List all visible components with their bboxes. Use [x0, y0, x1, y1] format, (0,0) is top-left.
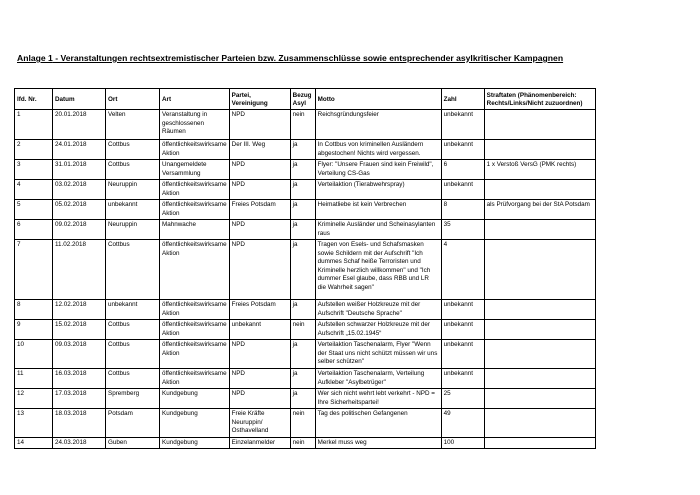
- cell-motto: Kriminelle Ausländer und Scheinasylanten raus: [315, 220, 441, 240]
- cell-ort: Guben: [106, 438, 160, 449]
- cell-nr: 14: [15, 438, 53, 449]
- document-title: [17, 53, 563, 63]
- cell-nr: 3: [15, 160, 53, 180]
- cell-zahl: unbekannt: [441, 110, 484, 140]
- cell-zahl: 35: [441, 220, 484, 240]
- cell-datum: 12.02.2018: [53, 300, 106, 320]
- cell-bezug: nein: [290, 110, 315, 140]
- cell-art: öffentlichkeitswirksame Aktion: [160, 320, 230, 340]
- header-art: Art: [160, 89, 230, 110]
- cell-art: öffentlichkeitswirksame Aktion: [160, 300, 230, 320]
- cell-datum: 24.03.2018: [53, 438, 106, 449]
- table-header-row: [15, 89, 596, 110]
- cell-nr: 11: [15, 369, 53, 389]
- cell-bezug: ja: [290, 140, 315, 160]
- cell-bezug: nein: [290, 409, 315, 438]
- cell-motto: Flyer: "Unsere Frauen sind kein Freiwild", Verteilung CS-Gas: [315, 160, 441, 180]
- header-partei: Partei, Vereinigung: [229, 89, 290, 110]
- cell-straftaten: [484, 369, 595, 389]
- cell-straftaten: [484, 240, 595, 300]
- cell-straftaten: 1 x Verstoß VersG (PMK rechts): [484, 160, 595, 180]
- cell-ort: Cottbus: [106, 369, 160, 389]
- cell-ort: Cottbus: [106, 340, 160, 369]
- cell-art: Kundgebung: [160, 389, 230, 409]
- cell-nr: 9: [15, 320, 53, 340]
- cell-ort: Cottbus: [106, 240, 160, 300]
- cell-art: öffentlichkeitswirksame Aktion: [160, 200, 230, 220]
- cell-datum: 11.02.2018: [53, 240, 106, 300]
- cell-ort: Spremberg: [106, 389, 160, 409]
- cell-datum: 31.01.2018: [53, 160, 106, 180]
- cell-bezug: ja: [290, 389, 315, 409]
- table-row: [15, 340, 596, 369]
- cell-partei: NPD: [229, 180, 290, 200]
- cell-bezug: ja: [290, 300, 315, 320]
- cell-zahl: 100: [441, 438, 484, 449]
- cell-art: öffentlichkeitswirksame Aktion: [160, 180, 230, 200]
- cell-straftaten: [484, 320, 595, 340]
- cell-art: Unangemeldete Versammlung: [160, 160, 230, 180]
- cell-motto: Verteilaktion Taschenalarm, Verteilung Aufkleber "Asylbetrüger": [315, 369, 441, 389]
- cell-nr: 12: [15, 389, 53, 409]
- cell-partei: Freies Potsdam: [229, 200, 290, 220]
- header-bezug: Bezug Asyl: [290, 89, 315, 110]
- table-row: [15, 300, 596, 320]
- cell-ort: Velten: [106, 110, 160, 140]
- cell-art: öffentlichkeitswirksame Aktion: [160, 369, 230, 389]
- cell-art: Kundgebung: [160, 409, 230, 438]
- table-row: [15, 110, 596, 140]
- cell-straftaten: [484, 140, 595, 160]
- cell-bezug: ja: [290, 240, 315, 300]
- cell-partei: NPD: [229, 340, 290, 369]
- cell-zahl: unbekannt: [441, 340, 484, 369]
- cell-straftaten: [484, 389, 595, 409]
- cell-bezug: ja: [290, 180, 315, 200]
- cell-ort: unbekannt: [106, 200, 160, 220]
- events-table: [14, 88, 596, 449]
- cell-zahl: unbekannt: [441, 320, 484, 340]
- cell-zahl: 25: [441, 389, 484, 409]
- cell-ort: Cottbus: [106, 140, 160, 160]
- cell-nr: 6: [15, 220, 53, 240]
- cell-partei: unbekannt: [229, 320, 290, 340]
- cell-datum: 15.02.2018: [53, 320, 106, 340]
- cell-partei: Freies Potsdam: [229, 300, 290, 320]
- title-text: Veranstaltungen rechtsextremistischer Parteien bzw. Zusammenschlüsse sowie entsprechender asylkritischer Kampagnen: [60, 53, 564, 63]
- cell-datum: 24.01.2018: [53, 140, 106, 160]
- cell-zahl: unbekannt: [441, 300, 484, 320]
- cell-ort: Neuruppin: [106, 180, 160, 200]
- cell-ort: Cottbus: [106, 320, 160, 340]
- table-row: [15, 409, 596, 438]
- header-zahl: Zahl: [441, 89, 484, 110]
- cell-motto: In Cottbus von kriminellen Ausländern abgestochen! Nichts wird vergessen.: [315, 140, 441, 160]
- cell-straftaten: [484, 220, 595, 240]
- cell-datum: 05.02.2018: [53, 200, 106, 220]
- cell-nr: 2: [15, 140, 53, 160]
- cell-ort: Cottbus: [106, 160, 160, 180]
- table-row: [15, 160, 596, 180]
- cell-nr: 5: [15, 200, 53, 220]
- cell-partei: NPD: [229, 110, 290, 140]
- cell-straftaten: [484, 438, 595, 449]
- cell-nr: 10: [15, 340, 53, 369]
- cell-ort: unbekannt: [106, 300, 160, 320]
- cell-ort: Potsdam: [106, 409, 160, 438]
- cell-nr: 13: [15, 409, 53, 438]
- header-nr: lfd. Nr.: [15, 89, 53, 110]
- cell-zahl: unbekannt: [441, 140, 484, 160]
- cell-partei: NPD: [229, 240, 290, 300]
- cell-nr: 1: [15, 110, 53, 140]
- table-row: [15, 140, 596, 160]
- cell-bezug: ja: [290, 160, 315, 180]
- cell-datum: 17.03.2018: [53, 389, 106, 409]
- table-row: [15, 240, 596, 300]
- cell-zahl: unbekannt: [441, 369, 484, 389]
- cell-bezug: ja: [290, 369, 315, 389]
- header-ort: Ort: [106, 89, 160, 110]
- cell-straftaten: [484, 110, 595, 140]
- cell-zahl: 4: [441, 240, 484, 300]
- table-row: [15, 320, 596, 340]
- cell-straftaten: [484, 340, 595, 369]
- table-row: [15, 369, 596, 389]
- header-motto: Motto: [315, 89, 441, 110]
- cell-motto: Aufstellen weißer Holzkreuze mit der Aufschrift "Deutsche Sprache": [315, 300, 441, 320]
- cell-partei: NPD: [229, 369, 290, 389]
- cell-zahl: 6: [441, 160, 484, 180]
- table-row: [15, 180, 596, 200]
- cell-nr: 7: [15, 240, 53, 300]
- cell-nr: 8: [15, 300, 53, 320]
- cell-zahl: unbekannt: [441, 180, 484, 200]
- table-row: [15, 200, 596, 220]
- table-row: [15, 438, 596, 449]
- cell-datum: 09.02.2018: [53, 220, 106, 240]
- cell-straftaten: [484, 300, 595, 320]
- cell-motto: Tragen von Esels- und Schafsmasken sowie Schildern mit der Aufschrift "Ich dummes Schaf heiße Terroristen und Kriminelle herzlich willkommen" und "Ich dummer Esel glaube, dass RBB und LR die Wahrheit sagen": [315, 240, 441, 300]
- title-separator: -: [52, 53, 61, 63]
- cell-straftaten: [484, 409, 595, 438]
- cell-motto: Aufstellen schwarzer Holzkreuze mit der Aufschrift „15.02.1945“: [315, 320, 441, 340]
- annex-label: Anlage 1: [17, 53, 53, 63]
- cell-art: öffentlichkeitswirksame Aktion: [160, 340, 230, 369]
- table-row: [15, 220, 596, 240]
- cell-bezug: ja: [290, 340, 315, 369]
- cell-motto: Wer sich nicht wehrt lebt verkehrt - NPD = Ihre Sicherheitspartei!: [315, 389, 441, 409]
- header-straftaten: Straftaten (Phänomenbereich: Rechts/Links/Nicht zuzuordnen): [484, 89, 595, 110]
- cell-datum: 18.03.2018: [53, 409, 106, 438]
- cell-datum: 03.02.2018: [53, 180, 106, 200]
- cell-datum: 09.03.2018: [53, 340, 106, 369]
- cell-bezug: nein: [290, 438, 315, 449]
- cell-partei: Freie Kräfte Neuruppin/ Osthavelland: [229, 409, 290, 438]
- cell-partei: Einzelanmelder: [229, 438, 290, 449]
- cell-datum: 20.01.2018: [53, 110, 106, 140]
- cell-straftaten: als Prüfvorgang bei der StA Potsdam: [484, 200, 595, 220]
- cell-art: Mahnwache: [160, 220, 230, 240]
- cell-partei: NPD: [229, 389, 290, 409]
- cell-bezug: ja: [290, 220, 315, 240]
- cell-partei: NPD: [229, 220, 290, 240]
- cell-motto: Heimatliebe ist kein Verbrechen: [315, 200, 441, 220]
- table-row: [15, 389, 596, 409]
- cell-partei: Der III. Weg: [229, 140, 290, 160]
- cell-nr: 4: [15, 180, 53, 200]
- cell-motto: Reichsgründungsfeier: [315, 110, 441, 140]
- cell-motto: Verteilaktion (Tierabwehrspray): [315, 180, 441, 200]
- cell-motto: Tag des politischen Gefangenen: [315, 409, 441, 438]
- cell-motto: Verteilaktion Taschenalarm, Flyer "Wenn der Staat uns nicht schützt müssen wir uns selber schützen": [315, 340, 441, 369]
- cell-datum: 16.03.2018: [53, 369, 106, 389]
- cell-bezug: nein: [290, 320, 315, 340]
- cell-zahl: 8: [441, 200, 484, 220]
- cell-art: Kundgebung: [160, 438, 230, 449]
- cell-ort: Neuruppin: [106, 220, 160, 240]
- cell-art: öffentlichkeitswirksame Aktion: [160, 140, 230, 160]
- cell-motto: Merkel muss weg: [315, 438, 441, 449]
- header-datum: Datum: [53, 89, 106, 110]
- cell-straftaten: [484, 180, 595, 200]
- cell-partei: NPD: [229, 160, 290, 180]
- cell-zahl: 49: [441, 409, 484, 438]
- cell-bezug: ja: [290, 200, 315, 220]
- cell-art: öffentlichkeitswirksame Aktion: [160, 240, 230, 300]
- cell-art: Veranstaltung in geschlossenen Räumen: [160, 110, 230, 140]
